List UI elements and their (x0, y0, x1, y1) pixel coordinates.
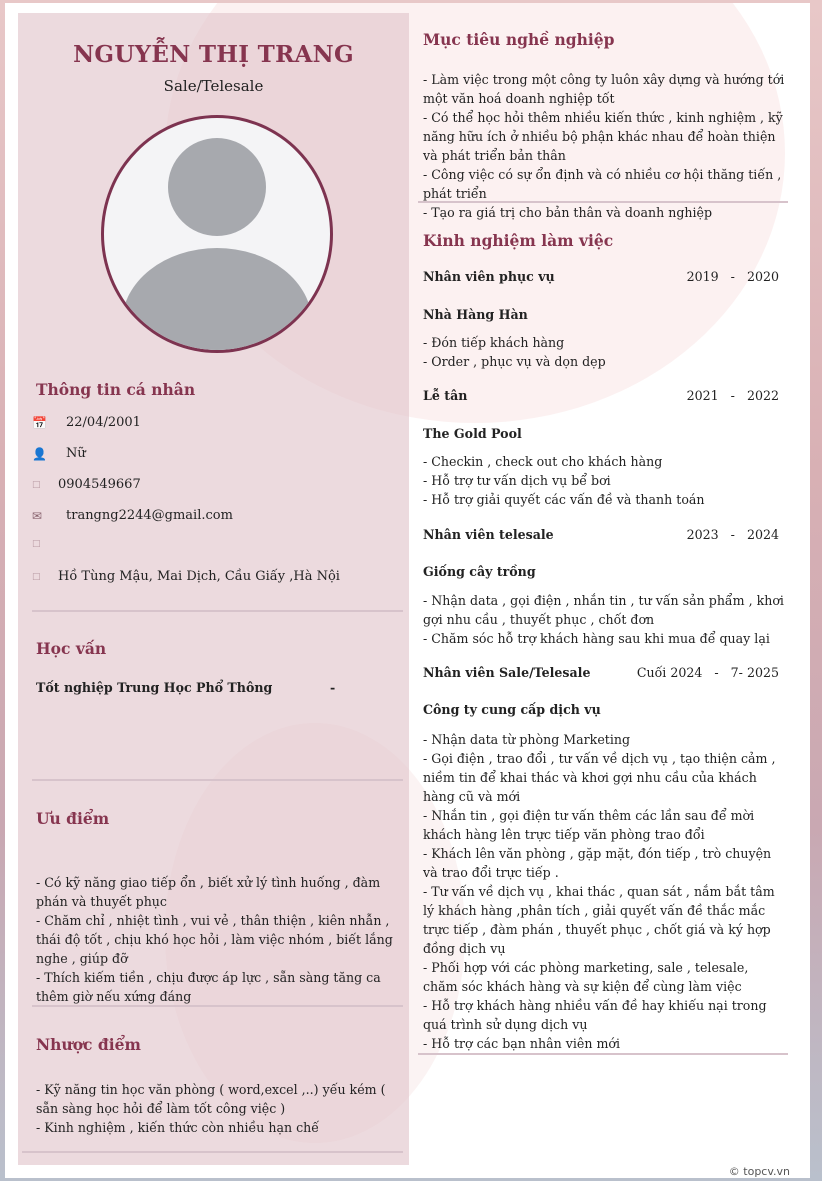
divider (32, 610, 403, 612)
list-item: - Đón tiếp khách hàng (423, 335, 565, 350)
birthday-value: 22/04/2001 (66, 415, 141, 430)
objective-title: Mục tiêu nghề nghiệp (423, 30, 615, 49)
divider (418, 201, 788, 203)
job-header (423, 388, 779, 403)
birthday-row (32, 415, 141, 430)
phone-icon: □ (32, 479, 41, 490)
divider (32, 779, 403, 781)
list-item: - Hỗ trợ tư vấn dịch vụ bể bơi (423, 473, 611, 488)
job-position: Nhân viên Sale/Telesale (423, 665, 591, 680)
list-item: - Hỗ trợ các bạn nhân viên mới (423, 1036, 621, 1051)
job-position: Nhân viên telesale (423, 527, 554, 542)
personal-info-title: Thông tin cá nhân (36, 380, 196, 399)
list-item: - Tư vấn về dịch vụ , khai thác , quan sát , nắm bắt tâm lý khách hàng ,phân tích , giải quyết vấn đề thắc mắc trực tiếp , đàm phán , thuyết phục , chốt giá và ký hợp đồng dịch vụ (423, 884, 775, 956)
divider (32, 1005, 403, 1007)
divider (22, 1151, 403, 1153)
job-duties (423, 333, 785, 371)
gender-value: Nữ (66, 446, 86, 461)
candidate-name: NGUYỄN THỊ TRANG (73, 41, 354, 68)
job-duties (423, 452, 785, 509)
email-value: trangng2244@gmail.com (66, 508, 233, 523)
job-duties (423, 591, 785, 648)
list-item: - Có thể học hỏi thêm nhiều kiến thức , kinh nghiệm , kỹ năng hữu ích ở nhiều bộ phận khác nhau để hoàn thiện và phát triển bản thân (423, 110, 783, 163)
list-item: - Hỗ trợ khách hàng nhiều vấn đề hay khiếu nại trong quá trình sử dụng dịch vụ (423, 998, 767, 1032)
education-title: Học vấn (36, 639, 107, 658)
list-item: - Nhận data , gọi điện , nhắn tin , tư vấn sản phẩm , khơi gợi nhu cầu , thuyết phục , chốt đơn (423, 593, 784, 627)
job-position: Lễ tân (423, 388, 468, 403)
objective-list (423, 70, 785, 222)
link-icon: □ (32, 539, 41, 549)
avatar (101, 115, 333, 353)
candidate-role: Sale/Telesale (163, 77, 264, 95)
list-item: - Nhận data từ phòng Marketing (423, 732, 631, 747)
list-item: - Làm việc trong một công ty luôn xây dựng và hướng tới một văn hoá doanh nghiệp tốt (423, 72, 785, 106)
list-item: - Checkin , check out cho khách hàng (423, 454, 663, 469)
list-item: - Phối hợp với các phòng marketing, sale , telesale, chăm sóc khách hàng và sự kiện để cùng làm việc (423, 960, 749, 994)
divider (418, 1053, 788, 1055)
strengths-list (36, 873, 396, 1006)
weaknesses-title: Nhược điểm (36, 1035, 141, 1054)
list-item: - Chăm chỉ , nhiệt tình , vui vẻ , thân thiện , kiên nhẫn , thái độ tốt , chịu khó học hỏi , làm việc nhóm , biết lắng nghe , giúp đỡ (36, 913, 393, 966)
job-header (423, 527, 779, 542)
list-item: - Gọi điện , trao đổi , tư vấn về dịch vụ , tạo thiện cảm , niềm tin để khai thác và khơi gợi nhu cầu của khách hàng cũ và mới (423, 751, 776, 804)
job-period: Cuối 2024 - 7- 2025 (636, 665, 779, 680)
job-header (423, 269, 779, 284)
list-item: - Thích kiếm tiền , chịu được áp lực , sẵn sàng tăng ca thêm giờ nếu xứng đáng (36, 970, 381, 1004)
left-column (18, 13, 409, 1165)
resume-page (5, 3, 810, 1178)
user-icon: 👤 (32, 446, 47, 461)
address-row (32, 569, 340, 584)
list-item: - Có kỹ năng giao tiếp ổn , biết xử lý tình huống , đàm phán và thuyết phục (36, 875, 381, 909)
job-period: 2023 - 2024 (686, 527, 779, 542)
job-period: 2021 - 2022 (686, 388, 779, 403)
list-item: - Khách lên văn phòng , gặp mặt, đón tiếp , trò chuyện và trao đổi trực tiếp . (423, 846, 772, 880)
email-row (32, 508, 233, 523)
link-row (32, 539, 58, 549)
list-item: - Tạo ra giá trị cho bản thân và doanh nghiệp (423, 205, 713, 220)
experience-title: Kinh nghiệm làm việc (423, 231, 614, 250)
education-dash: - (330, 680, 336, 695)
job-company: Nhà Hàng Hàn (423, 307, 528, 322)
strengths-title: Ưu điểm (36, 809, 110, 828)
address-value: Hồ Tùng Mậu, Mai Dịch, Cầu Giấy ,Hà Nội (58, 569, 340, 584)
avatar-head-icon (168, 138, 266, 236)
avatar-body-icon (122, 248, 312, 353)
weaknesses-list (36, 1080, 396, 1137)
job-period: 2019 - 2020 (686, 269, 779, 284)
list-item: - Kỹ năng tin học văn phòng ( word,excel ,..) yếu kém ( sẵn sàng học hỏi để làm tốt công việc ) (36, 1082, 386, 1116)
job-duties (423, 730, 785, 1053)
job-company: Công ty cung cấp dịch vụ (423, 702, 601, 717)
list-item: - Order , phục vụ và dọn dẹp (423, 354, 606, 369)
list-item: - Nhắn tin , gọi điện tư vấn thêm các lần sau để mời khách hàng lên trực tiếp văn phòng trao đổi (423, 808, 755, 842)
location-icon: □ (32, 571, 41, 582)
gender-row (32, 446, 86, 461)
calendar-icon: 📅 (32, 415, 47, 430)
phone-value: 0904549667 (58, 477, 141, 492)
list-item: - Hỗ trợ giải quyết các vấn đề và thanh toán (423, 492, 705, 507)
mail-icon: ✉ (32, 508, 43, 523)
list-item: - Công việc có sự ổn định và có nhiều cơ hội thăng tiến , phát triển (423, 167, 782, 201)
phone-row (32, 477, 141, 492)
education-item: Tốt nghiệp Trung Học Phổ Thông (36, 680, 273, 695)
list-item: - Kinh nghiệm , kiến thức còn nhiều hạn chế (36, 1120, 320, 1135)
list-item: - Chăm sóc hỗ trợ khách hàng sau khi mua để quay lại (423, 631, 770, 646)
job-position: Nhân viên phục vụ (423, 269, 555, 284)
watermark: © topcv.vn (728, 1165, 790, 1178)
job-header (423, 665, 779, 680)
job-company: Giống cây trồng (423, 564, 536, 579)
job-company: The Gold Pool (423, 426, 522, 441)
